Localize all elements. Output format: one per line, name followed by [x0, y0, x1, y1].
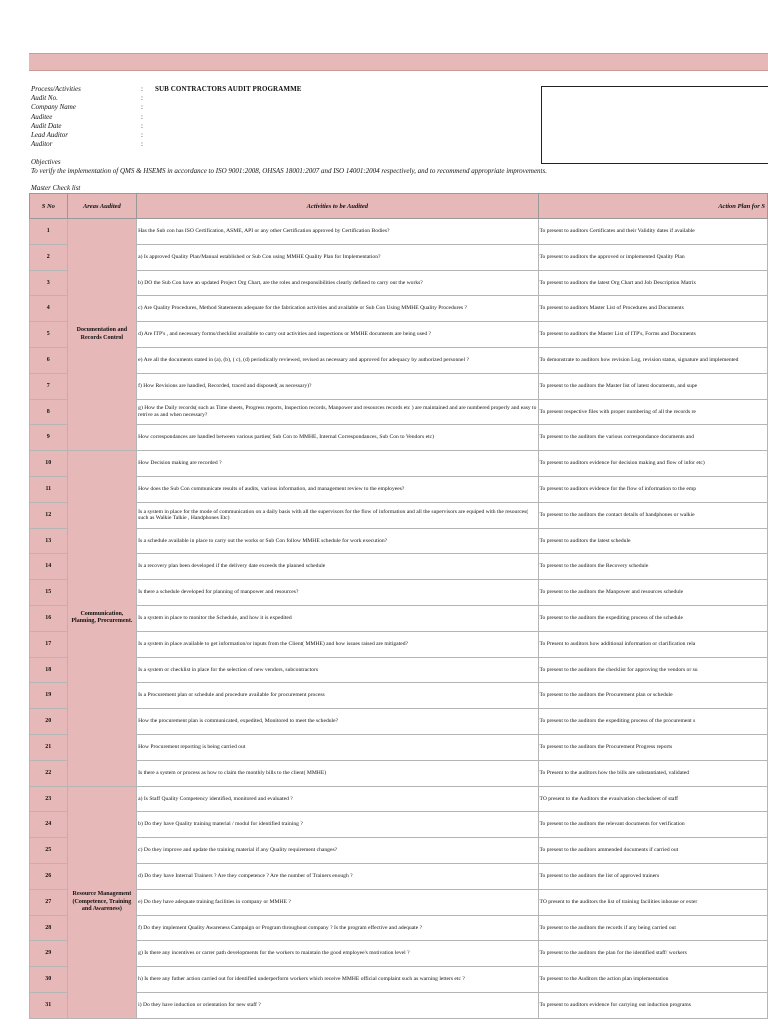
signature-box	[541, 86, 768, 164]
action-plan-cell: To present to the auditors the list of approved trainers	[538, 863, 767, 889]
activity-cell: Has the Sub con has ISO Certification, ASME, API or any other Certification approved by Certification Bodies?	[137, 219, 538, 245]
table-row	[30, 838, 768, 864]
objectives-text: To verify the implementation of QMS & HSEMS in accordance to ISO 9001:2008, OHSAS 18001:2007 and ISO 14001:2004 respectively, and to recommend appropriate improvements.	[31, 167, 547, 175]
action-plan-cell: To present to the auditors the relevant documents for verification	[538, 812, 767, 838]
action-plan-cell: To present to auditors Certificates and their Validity dates if available	[538, 219, 767, 245]
activity-cell: How Decision making are recorded ?	[137, 451, 538, 477]
process-label: Process/Activities	[31, 85, 81, 93]
activity-cell: Is a recovery plan been developed if the delivery date exceeds the planned schedule	[137, 554, 538, 580]
audit-no-label: Audit No.	[31, 94, 58, 103]
row-number: 3	[30, 270, 68, 296]
col-header-activity: Activities to be Audited	[137, 194, 538, 219]
table-row	[30, 425, 768, 451]
action-plan-cell: To present to the auditors the records if any being carried out	[538, 915, 767, 941]
action-plan-cell: To present to the auditors the expediting process of the procurement s	[538, 709, 767, 735]
area-cell: Resource Management (Competence, Training and Awareness)	[67, 786, 137, 1018]
row-number: 26	[30, 863, 68, 889]
row-number: 28	[30, 915, 68, 941]
table-row	[30, 373, 768, 399]
row-number: 11	[30, 476, 68, 502]
activity-cell: c) Do they improve and update the training material if any Quality requirement changes?	[137, 838, 538, 864]
row-number: 23	[30, 786, 68, 812]
action-plan-cell: To Present to auditors how additional information or clarification rela	[538, 631, 767, 657]
action-plan-cell: To present to the auditors the contact details of handphones or walkie	[538, 502, 767, 528]
table-row	[30, 657, 768, 683]
process-value: SUB CONTRACTORS AUDIT PROGRAMME	[155, 85, 302, 93]
action-plan-cell: To present to the auditors the Procurement Progress reports	[538, 734, 767, 760]
activity-cell: Is a system in place available to get information/or inputs from the Client( MMHE) and how issues raised are mitigated?	[137, 631, 538, 657]
table-row	[30, 889, 768, 915]
activity-cell: Is there a system or process as how to claim the monthly bills to the client( MMHE)	[137, 760, 538, 786]
activity-cell: How Procurement reporting is being carried out	[137, 734, 538, 760]
action-plan-cell: To present to auditors the latest Org Chart and Job Description Matrix	[538, 270, 767, 296]
row-number: 24	[30, 812, 68, 838]
table-row	[30, 992, 768, 1018]
area-cell: Documentation and Records Control	[67, 219, 137, 451]
row-number: 10	[30, 451, 68, 477]
action-plan-cell: To present to auditors evidence for decision making and flow of infor etc)	[538, 451, 767, 477]
action-plan-cell: TO present to the Auditors the evaulvation checksheet of staff	[538, 786, 767, 812]
activity-cell: Is a schedule available in place to carry out the works or Sub Con follow MMHE schedule for work execution?	[137, 528, 538, 554]
table-row	[30, 580, 768, 606]
action-plan-cell: To present to the auditors the Master list of latest documents, and supe	[538, 373, 767, 399]
activity-cell: Is a system in place to monitor the Schedule, and how it is expedited	[137, 605, 538, 631]
activity-cell: a) Is approved Quality Plan/Manual established or Sub Con using MMHE Quality Plan for Implementation?	[137, 244, 538, 270]
action-plan-cell: To present to the auditors the expediting process of the schedule	[538, 605, 767, 631]
action-plan-cell: To present to the auditors the Recovery schedule	[538, 554, 767, 580]
table-row	[30, 476, 768, 502]
action-plan-cell: To present to auditors Master List of Procedures and Documents	[538, 296, 767, 322]
activity-cell: How does the Sub Con communicate results of audits, various information, and management review to the employees?	[137, 476, 538, 502]
row-number: 27	[30, 889, 68, 915]
action-plan-cell: To present to the Auditors the action plan implementation	[538, 967, 767, 993]
table-row	[30, 554, 768, 580]
activity-cell: a) Is Staff Quality Competency identified, monitored and evaluated ?	[137, 786, 538, 812]
objectives-heading: Objectives	[31, 158, 61, 166]
row-number: 16	[30, 605, 68, 631]
table-row	[30, 760, 768, 786]
activity-cell: b) Do they have Quality training material / modul for identified training ?	[137, 812, 538, 838]
table-row	[30, 451, 768, 477]
row-number: 9	[30, 425, 68, 451]
action-plan-cell: To present to auditors the latest schedule	[538, 528, 767, 554]
table-row	[30, 502, 768, 528]
table-row	[30, 219, 768, 245]
action-plan-cell: To present to the auditors ammended documents if carried out	[538, 838, 767, 864]
action-plan-cell: To present respective files with proper numbering of all the records re	[538, 399, 767, 425]
row-number: 1	[30, 219, 68, 245]
table-row	[30, 244, 768, 270]
table-row	[30, 322, 768, 348]
activity-cell: i) Do they have induction or orientation for new staff ?	[137, 992, 538, 1018]
activity-cell: b) DO the Sub Con have an updated Project Org Chart, are the roles and responsibilities clearly defined to carry out the works?	[137, 270, 538, 296]
activity-cell: How correspondances are handled between various parties( Sub Con to MMHE, Internal Correspondances, Sub Con to Vendors etc)	[137, 425, 538, 451]
activity-cell: Is a system or checklist in place for the selection of new vendors, subcontractors	[137, 657, 538, 683]
lead-auditor-label: Lead Auditor	[31, 130, 69, 139]
action-plan-cell: To present to auditors evidence for the flow of information to the emp	[538, 476, 767, 502]
table-row	[30, 683, 768, 709]
activity-cell: Is a system in place for the mode of communication on a daily basis with all the supervisors for the flow of information and all the supervisors are equiped with the resources( such as Walkie Talkie , Handphones Etc)	[137, 502, 538, 528]
action-plan-cell: To Present to the auditors how the bills are substantiated, validated	[538, 760, 767, 786]
activity-cell: e) Do they have adequate training facilities in company or MMHE ?	[137, 889, 538, 915]
table-row	[30, 347, 768, 373]
row-number: 8	[30, 399, 68, 425]
action-plan-cell: To present to the auditors the various correspondance documents and	[538, 425, 767, 451]
row-number: 29	[30, 941, 68, 967]
activity-cell: d) Do they have Internal Trainers ? Are they competence ? Are the number of Trainers enough ?	[137, 863, 538, 889]
col-header-plan: Action Plan for S	[538, 194, 767, 219]
table-row	[30, 270, 768, 296]
row-number: 7	[30, 373, 68, 399]
activity-cell: f) Do they implement Quality Awareness Campaign or Program throughout company ? Is the program effective and adequate ?	[137, 915, 538, 941]
row-number: 12	[30, 502, 68, 528]
row-number: 22	[30, 760, 68, 786]
row-number: 25	[30, 838, 68, 864]
action-plan-cell: To present to auditors the Master List of ITP's, Forms and Documents	[538, 322, 767, 348]
table-row	[30, 734, 768, 760]
checklist-table	[29, 193, 768, 1019]
table-row	[30, 915, 768, 941]
action-plan-cell: To present to the auditors the Procurement plan or schedule	[538, 683, 767, 709]
header-band	[29, 53, 768, 71]
row-number: 30	[30, 967, 68, 993]
action-plan-cell: To present to the auditors the Manpower and resources schedule	[538, 580, 767, 606]
activity-cell: Is a Procurement plan or schedule and procedure available for procurement process	[137, 683, 538, 709]
table-row	[30, 812, 768, 838]
row-number: 14	[30, 554, 68, 580]
master-checklist-label: Master Check list	[31, 184, 81, 192]
row-number: 13	[30, 528, 68, 554]
table-row	[30, 786, 768, 812]
activity-cell: c) Are Quality Procedures, Method Statements adequate for the fabrication activities and available or Sub Con Using MMHE Quality Procedures ?	[137, 296, 538, 322]
row-number: 6	[30, 347, 68, 373]
table-row	[30, 528, 768, 554]
area-cell: Communication, Planning, Procurement.	[67, 451, 137, 786]
row-number: 15	[30, 580, 68, 606]
row-number: 18	[30, 657, 68, 683]
col-header-sno: S No	[30, 194, 68, 219]
audit-date-label: Audit Date	[31, 121, 62, 130]
activity-cell: How the procurement plan is communicated, expedited, Monitored to meet the schedule?	[137, 709, 538, 735]
auditor-label: Auditor	[31, 140, 53, 149]
table-row	[30, 941, 768, 967]
row-number: 17	[30, 631, 68, 657]
row-number: 4	[30, 296, 68, 322]
audit-meta: Process/Activities : SUB CONTRACTORS AUDIT PROGRAMME Audit No. : Company Name : Auditee : Audit Date : Lead Auditor : Auditor :	[31, 85, 302, 149]
table-row	[30, 709, 768, 735]
activity-cell: d) Are ITP's , and necessary forms/checklist available to carry out activities and inspections or MMHE documents are being used ?	[137, 322, 538, 348]
table-row	[30, 296, 768, 322]
checklist-body	[30, 219, 768, 1019]
activity-cell: Is there a schedule developed for planning of manpower and resources?	[137, 580, 538, 606]
activity-cell: g) How the Daily records( such as Time sheets, Progress reports, Inspection records, Manpower and resources records etc ) are maintained and are numbered properly and easy to retrive as and when necessary?	[137, 399, 538, 425]
table-row	[30, 399, 768, 425]
action-plan-cell: To present to auditors the approved or implemented Quality Plan	[538, 244, 767, 270]
activity-cell: e) Are all the documents stated in (a), (b), ( c), (d) periodically reviewed, revised as necessary and approved for adequacy by authorized personnel ?	[137, 347, 538, 373]
action-plan-cell: TO present to the auditors the list of training facilities inhouse or exter	[538, 889, 767, 915]
action-plan-cell: To demonstrate to auditors how revision Log, revision status, signature and implemented	[538, 347, 767, 373]
table-row	[30, 967, 768, 993]
table-row	[30, 863, 768, 889]
action-plan-cell: To present to auditors evidence for carrying out induction programs	[538, 992, 767, 1018]
row-number: 2	[30, 244, 68, 270]
row-number: 5	[30, 322, 68, 348]
auditee-label: Auditee	[31, 112, 53, 121]
col-header-area: Areas Audited	[67, 194, 137, 219]
row-number: 19	[30, 683, 68, 709]
row-number: 21	[30, 734, 68, 760]
action-plan-cell: To present to the auditors the plan for the identified staff/ workers	[538, 941, 767, 967]
row-number: 31	[30, 992, 68, 1018]
activity-cell: f) How Revisions are handled, Recorded, traced and disposed( as necessary)?	[137, 373, 538, 399]
activity-cell: h) Is there any futher action carried out for identified underperform workers which receive MMHE official complaint such as warning letters etc ?	[137, 967, 538, 993]
company-label: Company Name	[31, 103, 76, 112]
activity-cell: g) Is there any incentives or carrer path developments for the workers to maintain the good employee's motivation level ?	[137, 941, 538, 967]
table-row	[30, 631, 768, 657]
action-plan-cell: To present to the auditors the checklist for approving the vendors or su	[538, 657, 767, 683]
table-row	[30, 605, 768, 631]
row-number: 20	[30, 709, 68, 735]
